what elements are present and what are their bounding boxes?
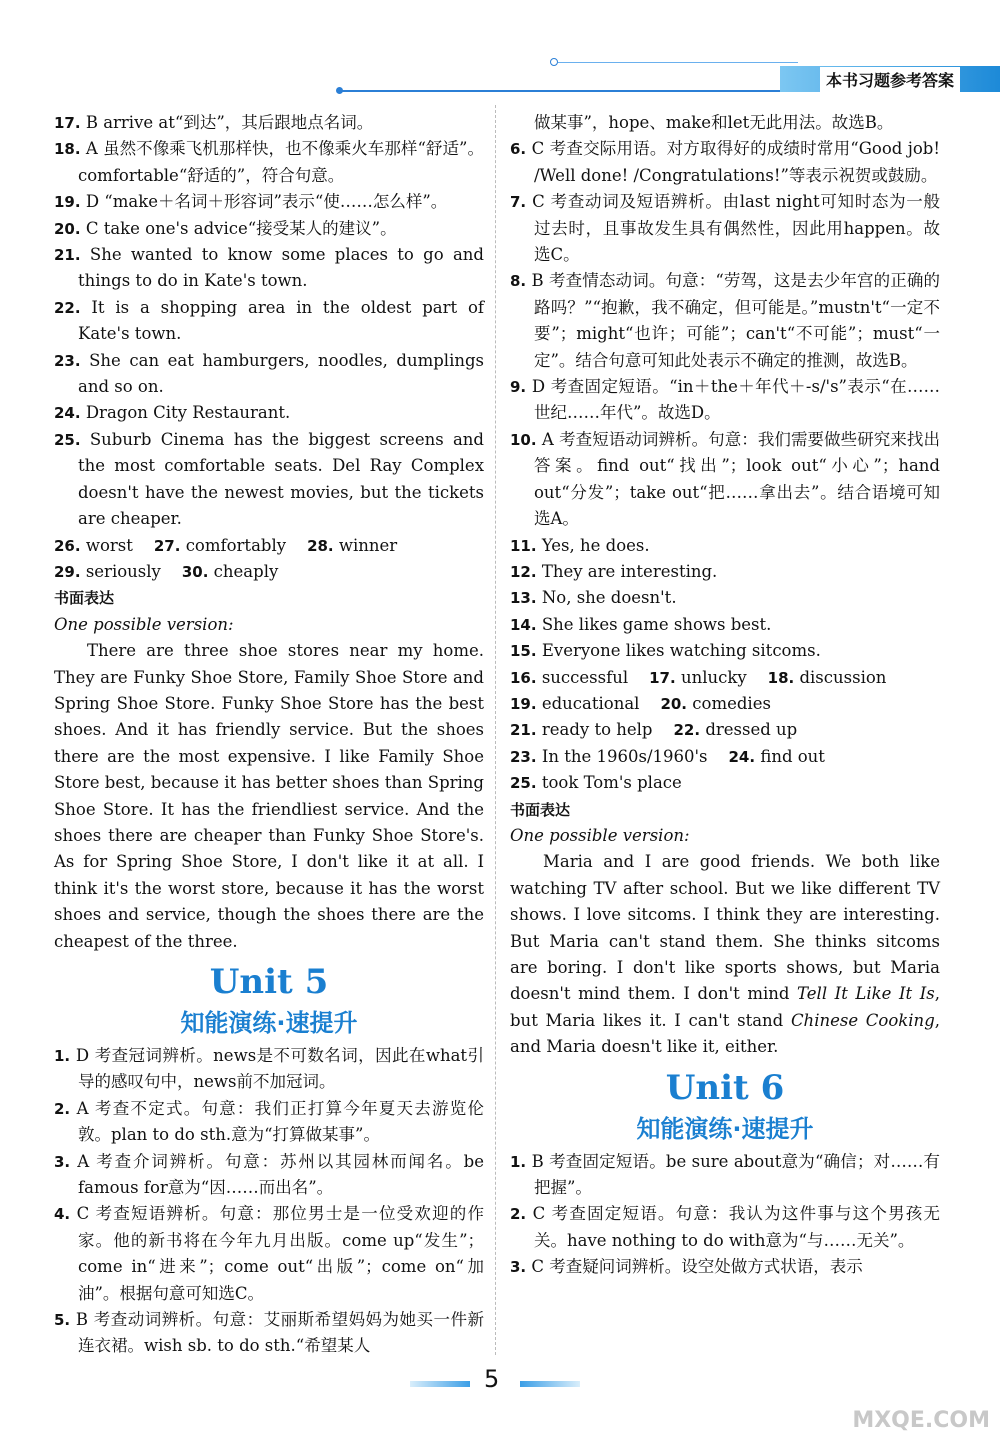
watermark: MXQE.COM (852, 1408, 990, 1433)
page-footer (0, 1365, 1000, 1405)
answer-item: 4. C 考查短语辨析。句意：那位男士是一位受欢迎的作家。他的新书将在今年九月出版。come up“发生”；come in“进来”；come out“出版”；come on“加油”。根据句意可知选C。 (54, 1204, 484, 1303)
version-label: One possible version: (54, 614, 234, 634)
answer-row: 25. took Tom's place (510, 773, 682, 793)
answer-item: 13. No, she doesn't. (510, 588, 677, 608)
answer-item: 18. A 虽然不像乘飞机那样快，也不像乘火车那样“舒适”。comfortable“舒适的”，符合句意。 (54, 139, 485, 185)
answer-item: 22. It is a shopping area in the oldest part of Kate's town. (54, 297, 484, 344)
answer-item: 15. Everyone likes watching sitcoms. (510, 641, 821, 661)
left-answer-list (54, 110, 484, 585)
section-subtitle: 知能演练·速提升 (180, 1009, 358, 1037)
answer-item: 8. B 考查情态动词。句意：“劳驾，这是去少年宫的正确的路吗？”“抱歉，我不确定，但可能是。”mustn't“一定不要”；might“也许；可能”；can't“不可能”；must“一定”。结合句意可知此处表示不确定的推测，故选B。 (510, 271, 941, 370)
answer-item: 10. A 考查短语动词辨析。句意：我们需要做些研究来找出答案。find out“找出”；look out“小心”；hand out“分发”；take out“把……拿出去”。结合语境可知选A。 (510, 429, 940, 529)
unit5-answer-list (54, 1043, 484, 1360)
header-rule-dot (336, 87, 343, 94)
answer-item: 14. She likes game shows best. (510, 614, 772, 634)
answer-row: 19. educational 20. comedies (510, 693, 771, 713)
answer-row: 23. In the 1960s/1960's 24. find out (510, 746, 825, 766)
answer-row: 21. ready to help 22. dressed up (510, 720, 798, 740)
running-header (780, 66, 1000, 92)
answer-item: 19. D “make＋名词＋形容词”表示“使……怎么样”。 (54, 192, 448, 212)
answer-item: 2. C 考查固定短语。句意：我认为这件事与这个男孩无关。have nothing to do with意为“与……无关”。 (510, 1204, 940, 1250)
unit-title: Unit 6 (665, 1067, 785, 1108)
writing-section-title: 书面表达 (510, 800, 571, 819)
answer-item: 24. Dragon City Restaurant. (54, 403, 291, 423)
answer-item: 3. C 考查疑问词辨析。设空处做方式状语，表示 (510, 1257, 863, 1277)
answer-item: 1. B 考查固定短语。be sure about意为“确信；对……有把握”。 (510, 1151, 940, 1198)
header-ornament-line (558, 62, 798, 63)
sample-essay: Maria and I are good friends. We both like watching TV after school. But we like different TV shows. I love sitcoms. I think they are interesting. But Maria can't stand them. She thinks sitcoms are boring. I don't like sports shows, but Maria doesn't mind them. I don't mind Tell It Like It Is, but Maria likes it. I can't stand Chinese Cooking, and Maria doesn't like it, either. (510, 852, 941, 1057)
writing-section-title: 书面表达 (54, 589, 115, 608)
answer-item: 7. C 考查动词及短语辨析。由last night可知时态为一般过去时，且事故发生具有偶然性，因此用happen。故选C。 (510, 192, 940, 265)
answer-item: 12. They are interesting. (510, 561, 718, 581)
left-column (54, 110, 484, 1360)
answer-item: 25. Suburb Cinema has the biggest screens and the most comfortable seats. Del Ray Complex doesn't have the newest movies, but the tickets are cheaper. (54, 429, 484, 529)
answer-continuation: 做某事”，hope、make和let无此用法。故选B。 (534, 113, 894, 132)
answer-item: 1. D 考查冠词辨析。news是不可数名词，因此在what引导的感叹句中，news前不加冠词。 (54, 1046, 484, 1092)
answer-row: 26. worst 27. comfortably 28. winner (54, 535, 398, 555)
unit-title: Unit 5 (209, 962, 329, 1002)
answer-row: 16. successful 17. unlucky 18. discussion (510, 667, 887, 687)
answer-item: 3. A 考查介词辨析。句意：苏州以其园林而闻名。be famous for意为“因……而出名”。 (54, 1151, 484, 1198)
answer-item: 9. D 考查固定短语。“in＋the＋年代＋-s/'s”表示“在……世纪……年代”。故选D。 (510, 377, 941, 423)
answer-item: 11. Yes, he does. (510, 535, 650, 555)
page-number: 5 (484, 1365, 500, 1393)
answer-item: 6. C 考查交际用语。对方取得好的成绩时常用“Good job! /Well done! /Congratulations!”等表示祝贺或鼓励。 (510, 139, 940, 185)
footer-ornament-left (410, 1381, 470, 1387)
header-ornament-circle (550, 58, 558, 66)
right-answer-list (510, 136, 940, 796)
answer-item: 2. A 考查不定式。句意：我们正打算今年夏天去游览伦敦。plan to do sth.意为“打算做某事”。 (54, 1098, 484, 1145)
header-rule (340, 90, 780, 92)
answer-item: 23. She can eat hamburgers, noodles, dumplings and so on. (54, 350, 484, 397)
footer-ornament-right (520, 1381, 580, 1387)
unit6-answer-list (510, 1149, 940, 1281)
right-column (510, 110, 940, 1281)
answer-row: 29. seriously 30. cheaply (54, 561, 279, 581)
answer-item: 21. She wanted to know some places to go and things to do in Kate's town. (54, 245, 484, 291)
answer-item: 17. B arrive at“到达”，其后跟地点名词。 (54, 113, 374, 132)
sample-essay: There are three shoe stores near my home. They are Funky Shoe Store, Family Shoe Store and Spring Shoe Store. Funky Shoe Store has the best shoes. And it has friendly service. But the shoes there are the most expensive. I like Family Shoe Store best, because it has better shoes than Spring Shoe Store. It has the friendliest service. And the shoes there are cheaper than Funky Shoe Store's. As for Spring Shoe Store, I don't like it at all. I think it's the worst store, because it has the worst shoes and service, though the shoes there are the cheapest of the three. (54, 641, 484, 951)
answer-item: 20. C take one's advice“接受某人的建议”。 (54, 218, 397, 238)
answer-item: 5. B 考查动词辨析。句意：艾丽斯希望妈妈为她买一件新连衣裙。wish sb. to do sth.“希望某人 (54, 1310, 484, 1356)
running-header-label: 本书习题参考答案 (820, 67, 960, 92)
section-subtitle: 知能演练·速提升 (636, 1114, 814, 1143)
version-label: One possible version: (510, 825, 690, 845)
column-divider (495, 105, 497, 1355)
